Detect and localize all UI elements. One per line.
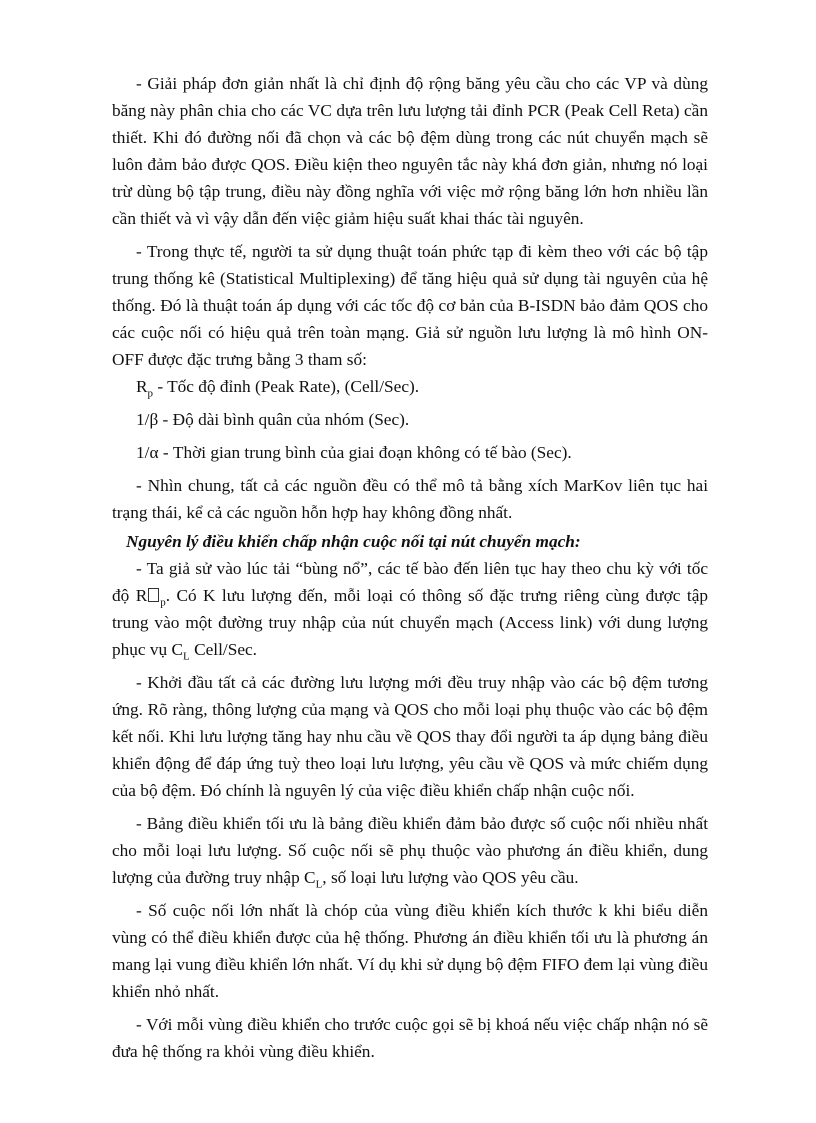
burst-subscript-l: L: [183, 650, 190, 663]
paragraph-statistical-multiplexing: - Trong thực tế, người ta sử dụng thuật toán phức tạp đi kèm theo với các bộ tập trung thống kê (Statistical Multiplexing) để tăng hiệu quả sử dụng tài nguyên của hệ thống. Đó là thuật toán áp dụng với các tốc độ cơ bản của B-ISDN bảo đảm QOS cho các cuộc nối có hiệu quả trên toàn mạng. Giả sử nguồn lưu lượng là mô hình ON-OFF được đặc trưng bằng 3 tham số:: [112, 242, 708, 369]
param-silence-time: 1/α - Thời gian trung bình của giai đoạn không có tế bào (Sec).: [136, 443, 572, 462]
optimal-text-2: , số loại lưu lượng vào QOS yêu cầu.: [322, 868, 579, 887]
paragraph-call-blocking: - Với mỗi vùng điều khiển cho trước cuộc gọi sẽ bị khoá nếu việc chấp nhận nó sẽ đưa hệ thống ra khỏi vùng điều khiển.: [112, 1015, 708, 1061]
burst-text-1: - Ta giả sử vào lúc tải “bùng nổ”, các tế bào đến liên tục hay theo chu kỳ với tốc độ R: [112, 559, 708, 605]
burst-text-2: . Có K lưu lượng đến, mỗi loại có thông số đặc trưng riêng cùng được tập trung vào một đường truy nhập của nút chuyển mạch (Access link) với dung lượng phục vụ C: [112, 586, 708, 659]
param-peak-rate-text: - Tốc độ đỉnh (Peak Rate), (Cell/Sec).: [153, 377, 420, 396]
paragraph-burst-arrival: [112, 555, 708, 663]
param-peak-rate: [112, 373, 708, 400]
param-peak-rate-subscript: p: [147, 387, 154, 400]
paragraph-bandwidth-allocation: - Giải pháp đơn giản nhất là chỉ định độ rộng băng yêu cầu cho các VP và dùng băng này phân chia cho các VC dựa trên lưu lượng tải đỉnh PCR (Peak Cell Reta) cần thiết. Khi đó đường nối đã chọn và các bộ đệm dùng trong các nút chuyển mạch sẽ luôn đảm bảo được QOS. Điều kiện theo nguyên tắc này khá đơn giản, nhưng nó loại trừ dùng bộ tập trung, điều này đồng nghĩa với việc mở rộng băng lớn hơn nhiều lần cần thiết và vì vậy dẫn đến việc giảm hiệu suất khai thác tài nguyên.: [112, 74, 708, 228]
burst-text-3: Cell/Sec.: [189, 640, 257, 659]
burst-subscript-p: p: [160, 596, 166, 609]
paragraph-buffer-access: - Khởi đầu tất cả các đường lưu lượng mới đều truy nhập vào các bộ đệm tương ứng. Rõ ràng, thông lượng của mạng và QOS cho mỗi loại phụ thuộc vào các bộ đệm kết nối. Khi lưu lượng tăng hay nhu cầu về QOS thay đổi người ta áp dụng bảng điều khiển động để đáp ứng tuỳ theo loại lưu lượng, yêu cầu về QOS và mức chiếm dụng của bộ đệm. Đó chính là nguyên lý của việc điều khiển chấp nhận cuộc nối.: [112, 673, 708, 800]
paragraph-markov-chain: - Nhìn chung, tất cả các nguồn đều có thể mô tả bằng xích MarKov liên tục hai trạng thái, kể cả các nguồn hỗn hợp hay không đồng nhất.: [112, 476, 708, 522]
optimal-text-1: - Bảng điều khiển tối ưu là bảng điều khiển đảm bảo được số cuộc nối nhiều nhất cho mỗi loại lưu lượng. Số cuộc nối sẽ phụ thuộc vào phương án điều khiển, dung lượng của đường truy nhập C: [112, 814, 708, 887]
param-peak-rate-symbol: R: [136, 377, 148, 396]
document-page: [112, 70, 708, 1065]
section-heading: Nguyên lý điều khiển chấp nhận cuộc nối tại nút chuyển mạch:: [126, 532, 581, 551]
missing-glyph-icon: [148, 588, 159, 602]
optimal-subscript-l: L: [315, 878, 323, 891]
paragraph-optimal-control: [112, 810, 708, 891]
paragraph-control-region: - Số cuộc nối lớn nhất là chóp của vùng điều khiển kích thước k khi biểu diễn vùng có thể điều khiển được của hệ thống. Phương án điều khiển tối ưu là phương án mang lại vung điều khiển lớn nhất. Ví dụ khi sử dụng bộ đệm FIFO đem lại vùng điều khiển nhỏ nhất.: [112, 901, 708, 1001]
param-burst-length: 1/β - Độ dài bình quân của nhóm (Sec).: [136, 410, 410, 429]
